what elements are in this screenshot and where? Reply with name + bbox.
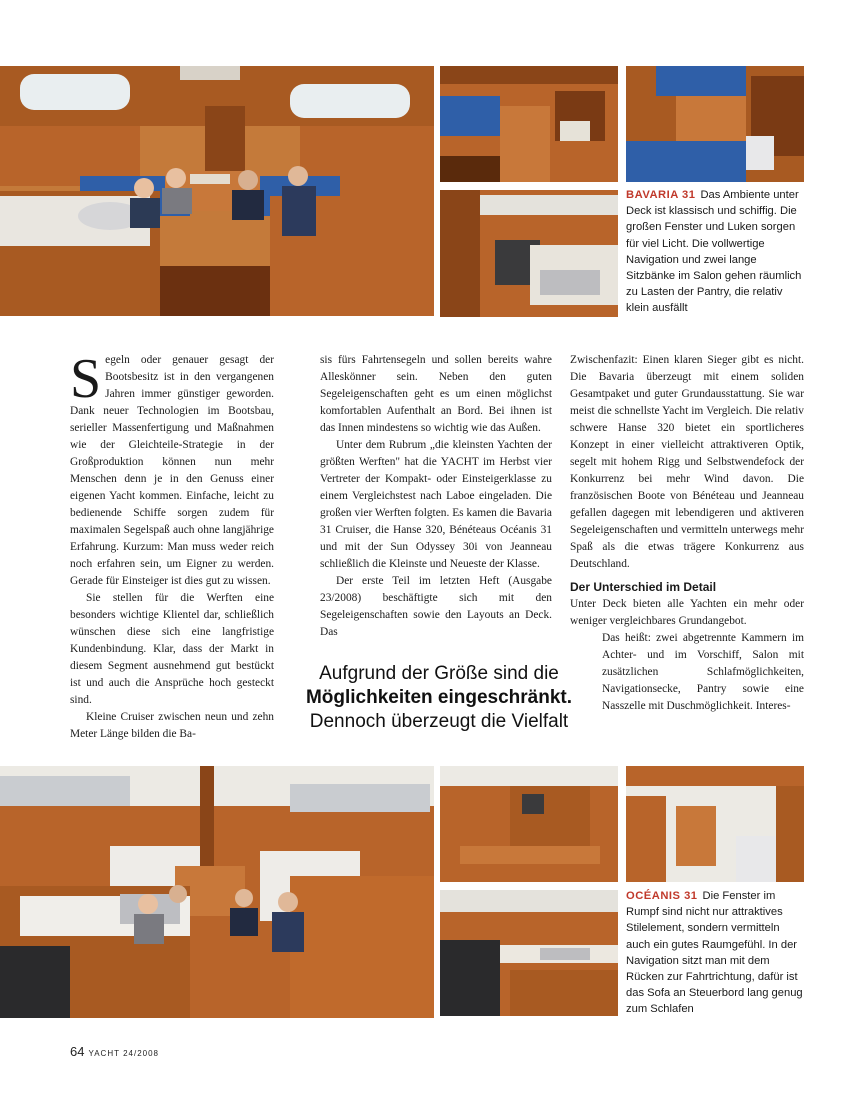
col3-paragraph-2: Unter Deck bieten alle Yachten ein mehr oder weniger vergleichbares Grundangebot. [570, 598, 804, 627]
pull-quote [280, 662, 598, 734]
col2-paragraph-1: sis fürs Fahrtensegeln und sollen bereits wahre Alleskönner sein. Neben den guten Segeleigenschaften geht es um einen möglichst komfortablen Aufenthalt an Bord. Bei ihnen ist das Innen mindestens so wichtig wie das Außen. [320, 354, 552, 434]
bavaria-caption-text: Das Ambiente unter Deck ist klassisch und schiffig. Die großen Fenster und Luken sorgen für viel Licht. Die vollwertige Navigation und zwei lange Sitzbänke im Salon gehen räumlich zu Lasten der Pantry, die relativ klein ausfällt [626, 189, 802, 315]
oceanis-aft-cabin-photo [626, 766, 804, 882]
pull-quote-line-3: Dennoch überzeugt die Vielfalt [309, 711, 569, 732]
oceanis-caption-label: OCÉANIS 31 [626, 890, 698, 902]
pull-quote-line-1: Aufgrund der Größe sind die [319, 663, 559, 684]
section-subhead: Der Unterschied im Detail [570, 580, 717, 594]
bavaria-caption-label: BAVARIA 31 [626, 189, 696, 201]
article-column-1 [70, 348, 274, 743]
pull-quote-line-2: Möglichkeiten eingeschränkt. [305, 687, 573, 708]
page-footer [70, 1044, 159, 1059]
bavaria-forecabin-photo [626, 66, 804, 182]
col1-paragraph-2: Sie stellen für die Werften eine besonders wichtige Klientel dar, schließlich wünschen diese sich eine langfristige Kundenbindung. Klar, dass der Markt in diesem Segment ausnehmend gut bestückt ist und auch die Ansprüche hoch gesteckt sind. [70, 592, 274, 706]
bavaria-salon-photo [0, 66, 434, 316]
oceanis-caption-text: Die Fenster im Rumpf sind nicht nur attraktives Stilelement, sondern vermitteln auch ein gutes Raumgefühl. In der Navigation sitzt man mit dem Rücken zur Fahrtrichtung, dafür ist das Sofa an Steuerbord lang genug zum Schlafen [626, 890, 803, 1016]
bavaria-chart-table-photo [440, 66, 618, 182]
col2-paragraph-2: Unter dem Rubrum „die kleinsten Yachten der größten Werften" hat die YACHT im Herbst vier Vertreter der Kompakt- oder Einsteigerklasse zu einem Vergleichstest nach Laboe eingeladen. Die großen vier Werften folgten. Es kamen die Bavaria 31 Cruiser, die Hanse 320, Bénéteaus Océanis 31 und mit der Sun Odyssey 30i von Jeanneau schließlich die Kleinste und Neueste der Klasse. [320, 439, 552, 570]
col1-paragraph-1: egeln oder genauer gesagt der Bootsbesitz ist in den vergangenen Jahren immer günstiger geworden. Dank neuer Technologien im Bootsbau, serieller Massenfertigung und Maßnahmen wie der Gleichteile-Strategie in der Großproduktion können nun mehr Menschen denn je in den Genuss einer eigenen Yacht kommen. Einfache, leicht zu bedienende Schiffe sorgen zudem für maximalen Segelspaß auch ohne langjährige Erfahrung. Kurzum: Man muss weder reich noch erfahren sein, um Eigner zu werden. Gerade für Einsteiger ist dies gut zu wissen. [70, 354, 274, 587]
col1-paragraph-3: Kleine Cruiser zwischen neun und zehn Meter Länge bilden die Ba- [70, 711, 274, 740]
col2-paragraph-3: Der erste Teil im letzten Heft (Ausgabe 23/2008) beschäftigte sich mit den Segeleigenschaften sowie den Layouts an Deck. Das [320, 575, 552, 638]
col3-paragraph-1: Zwischenfazit: Einen klaren Sieger gibt es nicht. Die Bavaria überzeugt mit einem soliden Gesamtpaket und guter Grundausstattung. Sie war meist die schnellste Yacht im Vergleich. Die relativ schwere Hanse 320 bietet ein sportlicheres Konzept in einer vielleicht attraktiveren Optik, segelt mit hohem Rigg und Selbstwendefock der Konkurrenz bei mehr Wind davon. Die französischen Boote von Bénéteau und Jeanneau gefallen dagegen mit lebendigeren und aktiveren Segeleigenschaften und vermitteln unterwegs mehr Spaß als die etwas trägere Konkurrenz aus Deutschland. [570, 354, 804, 570]
article-column-3 [570, 352, 804, 715]
page-number: 64 [70, 1044, 85, 1059]
oceanis-salon-photo [0, 766, 434, 1018]
col3-paragraph-3: Das heißt: zwei abgetrennte Kammern im Achter- und im Vorschiff, Salon mit zusätzlichen Schlafmöglichkeiten, Navigationsecke, Pantry sowie eine Nasszelle mit Duschmöglichkeit. Interes- [602, 632, 804, 712]
article-column-2 [320, 352, 552, 641]
bavaria-caption [626, 187, 804, 317]
oceanis-caption [626, 888, 804, 1018]
magazine-issue: YACHT 24/2008 [88, 1049, 159, 1058]
dropcap: S [70, 348, 102, 410]
oceanis-pantry-photo [440, 890, 618, 1016]
oceanis-navigation-photo [440, 766, 618, 882]
bavaria-pantry-photo [440, 190, 618, 317]
